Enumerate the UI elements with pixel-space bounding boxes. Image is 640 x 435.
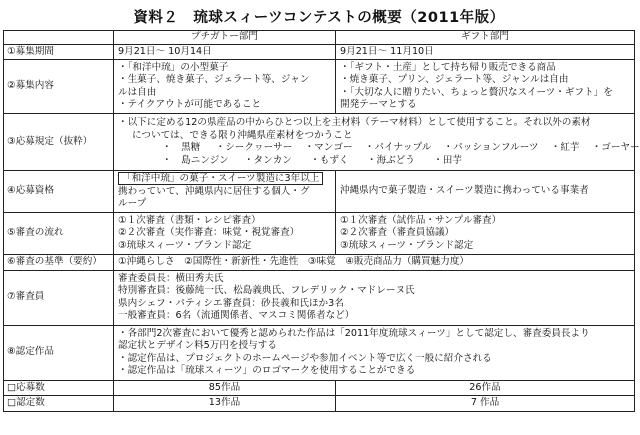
rules-body xyxy=(114,114,640,171)
row-label-flow: ⑤審査の流れ xyxy=(4,213,114,255)
table-header-row xyxy=(4,31,635,45)
material-item: ・ 島ニンジン xyxy=(162,154,229,166)
qualification-petit-boxed-text: 「和洋中琉」の菓子・スイーツ製造に3年以上 xyxy=(118,172,323,185)
judges-body xyxy=(114,270,635,325)
content-gift-line: ・「ギフト・土産」として持ち帰り販売できる商品 xyxy=(340,61,556,73)
header-empty-cell xyxy=(4,31,114,45)
qualification-petit-line xyxy=(118,172,331,186)
flow-petit-step: ③琉球スィーツ・ブランド認定 xyxy=(118,239,252,251)
certified-count-gift: 7 作品 xyxy=(336,396,635,412)
row-label-content: ②募集内容 xyxy=(4,60,114,114)
judges-line: 特別審査員：後藤純一氏、松島義典氏、フレデリック・マドレーヌ氏 xyxy=(118,285,415,297)
material-item: ・ゴーヤー xyxy=(591,142,640,154)
rules-line: ・以下に定める12の県産品の中からひとつ以上を主材料（テーマ材料）として使用すること。それ以外の素材 xyxy=(118,117,591,128)
judges-line: 一般審査員：6名（流通関係者、マスコミ関係者など） xyxy=(118,310,355,322)
row-label-qualification: ④応募資格 xyxy=(4,171,114,213)
page-title: 資料２ 琉球スィーツコンテストの概要（2011年版） xyxy=(133,10,505,26)
content-gift xyxy=(336,60,635,114)
certified-line: 認定状とデザイン料5万円を授与する xyxy=(118,340,277,352)
header-petit-gateau: プチガトー部門 xyxy=(114,31,336,45)
material-item: ・ 黒糖 xyxy=(162,142,201,154)
material-item: ・海ぶどう xyxy=(366,154,415,166)
flow-petit-step: ②２次審査（実作審査：味覚・視覚審査） xyxy=(118,227,300,239)
content-petit xyxy=(114,60,336,114)
material-item: ・シークヮーサー xyxy=(215,142,293,154)
row-criteria xyxy=(4,255,635,271)
certified-count-petit: 13作品 xyxy=(114,396,336,412)
period-petit: 9月21日～ 10月14日 xyxy=(114,44,336,60)
qualification-petit-line: 携わっていて、沖縄県内に居住する個人・グ xyxy=(118,185,310,197)
content-gift-line: ・「大切な人に贈りたい、ちょっと贅沢なスイーツ・ギフト」を xyxy=(340,86,613,98)
materials-line-2 xyxy=(118,155,630,168)
applications-gift: 26作品 xyxy=(336,380,635,396)
content-petit-line: ・生菓子、焼き菓子、ジェラート等、ジャン xyxy=(118,74,310,86)
material-item: ・紅芋 xyxy=(550,142,580,154)
content-petit-line: ルは自由 xyxy=(118,86,157,98)
period-gift: 9月21日～ 11月10日 xyxy=(336,44,635,60)
certified-line: ・認定作品は、プロジェクトのホームページや参加イベント等で広く一般に紹介される xyxy=(118,352,492,364)
judges-line: 審査委員長：横田秀夫氏 xyxy=(118,272,224,284)
flow-petit-step: ①１次審査（書類・レシピ審査） xyxy=(118,214,261,226)
row-certified xyxy=(4,325,635,380)
content-petit-line: ・「和洋中琉」の小型菓子 xyxy=(118,61,229,73)
row-rules xyxy=(4,114,635,171)
content-gift-line: 開発テーマとする xyxy=(340,99,417,111)
row-label-rules: ③応募規定（抜粋） xyxy=(4,114,114,171)
criteria-body: ①沖縄らしさ ②国際性・新新性・先進性 ③味覚 ④販売商品力（購買魅力度） xyxy=(114,255,635,271)
flow-gift-step: ③琉球スィーツ・ブランド認定 xyxy=(340,239,474,251)
flow-gift xyxy=(336,213,635,255)
row-label-period: ①募集期間 xyxy=(4,44,114,60)
certified-line: ・各部門2次審査において優秀と認められた作品は「2011年度琉球スィーツ」として認定し、審査委員長より xyxy=(118,327,590,339)
row-label-criteria: ⑥審査の基準（要約） xyxy=(4,255,114,271)
content-gift-line: ・焼き菓子、プリン、ジェラート等、ジャンルは自由 xyxy=(340,74,569,86)
contest-overview-table xyxy=(3,30,640,412)
materials-line-1 xyxy=(118,142,640,155)
flow-gift-step: ②２次審査（審査員協議） xyxy=(340,227,455,239)
flow-petit xyxy=(114,213,336,255)
row-label-judges: ⑦審査員 xyxy=(4,270,114,325)
material-item: ・パイナップル xyxy=(364,142,432,154)
content-petit-line: ・テイクアウトが可能であること xyxy=(118,99,262,111)
row-label-certified: ⑧認定作品 xyxy=(4,325,114,380)
certified-line: ・認定作品は「琉球スィーツ」のロゴマークを使用することができる xyxy=(118,365,416,377)
material-item: ・田芋 xyxy=(433,154,462,166)
header-gift: ギフト部門 xyxy=(336,31,635,45)
material-item: ・マンゴー xyxy=(304,142,353,154)
row-period xyxy=(4,44,635,60)
row-flow xyxy=(4,213,635,255)
row-certified-count xyxy=(4,396,635,412)
material-item: ・パッションフルーツ xyxy=(443,142,539,154)
material-item: ・もずく xyxy=(310,154,349,166)
row-label-applications: □応募数 xyxy=(4,380,114,396)
flow-gift-step: ①１次審査（試作品・サンプル審査） xyxy=(340,214,502,226)
material-item: ・タンカン xyxy=(243,154,292,166)
row-content xyxy=(4,60,635,114)
row-applications xyxy=(4,380,635,396)
qualification-gift: 沖縄県内で菓子製造・スイーツ製造に携わっている事業者 xyxy=(336,171,635,213)
qualification-petit xyxy=(114,171,336,213)
row-qualification xyxy=(4,171,635,213)
judges-line: 県内シェフ・パティシエ審査員：砂長義和氏ほか3名 xyxy=(118,297,344,309)
row-label-certified-count: □認定数 xyxy=(4,396,114,412)
qualification-petit-line: ループ xyxy=(118,198,147,210)
row-judges xyxy=(4,270,635,325)
certified-body xyxy=(114,325,635,380)
applications-petit: 85作品 xyxy=(114,380,336,396)
rules-line: については、できる限り沖縄県産素材をつかうこと xyxy=(132,129,353,141)
